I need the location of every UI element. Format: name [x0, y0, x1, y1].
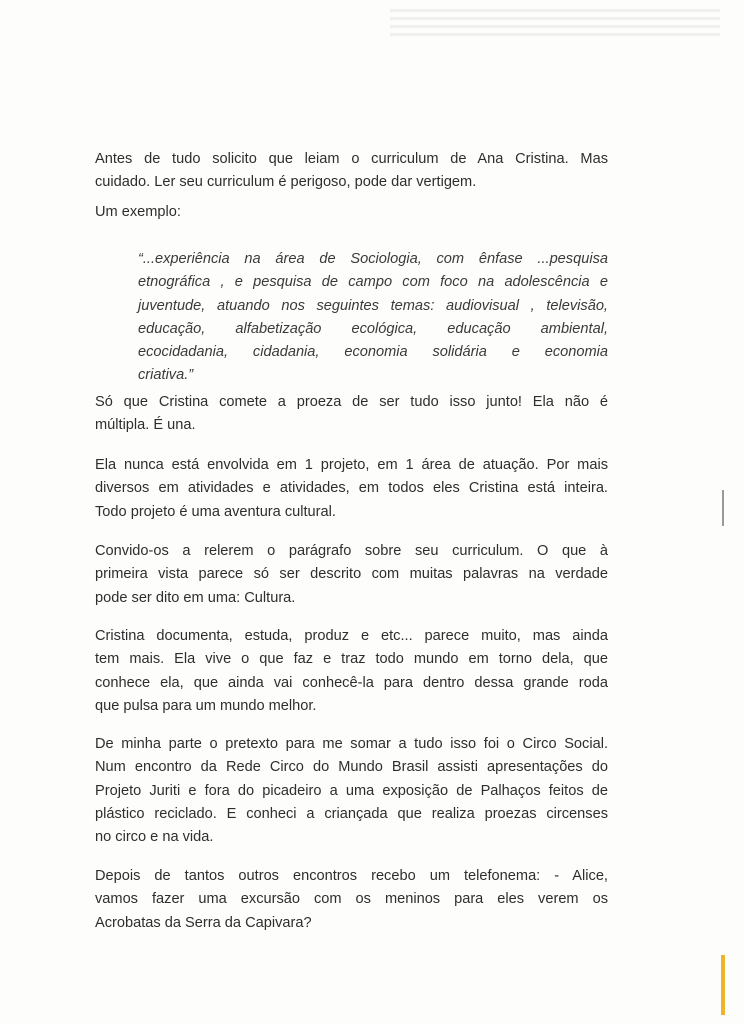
- text-line: Convido-os a relerem o parágrafo sobre seu curriculum. O que à: [95, 543, 608, 559]
- text-line: plástico reciclado. E conheci a criançada que realiza proezas circenses: [95, 805, 608, 822]
- text-line: Todo projeto é uma aventura cultural.: [95, 503, 336, 520]
- paragraph: [95, 454, 608, 524]
- paragraph: [95, 148, 608, 195]
- text-line: pode ser dito em uma: Cultura.: [95, 589, 296, 606]
- paragraph: [95, 201, 608, 224]
- text-line: tem mais. Ela vive o que faz e traz todo mundo em torno dela, que: [95, 651, 608, 668]
- text-line: Um exemplo:: [95, 204, 181, 220]
- text-line: Ela nunca está envolvida em 1 projeto, em 1 área de atuação. Por mais: [95, 457, 608, 473]
- text-line: ecocidadania, cidadania, economia solidária e economia: [138, 344, 608, 361]
- text-line: Num encontro da Rede Circo do Mundo Brasil assisti apresentações do: [95, 759, 608, 776]
- text-line: Só que Cristina comete a proeza de ser tudo isso junto! Ela não é: [95, 394, 608, 410]
- paragraph: [95, 865, 608, 935]
- text-line: Cristina documenta, estuda, produz e etc... parece muito, mas ainda: [95, 628, 608, 644]
- text-line: criativa.”: [138, 367, 194, 384]
- paragraph: [95, 733, 608, 849]
- text-line: no circo e na vida.: [95, 829, 214, 846]
- text-line: educação, alfabetização ecológica, educação ambiental,: [138, 320, 608, 337]
- text-line: conhece ela, que ainda vai conhecê-la para dentro dessa grande roda: [95, 674, 608, 691]
- block-quote: [138, 248, 608, 388]
- text-line: Depois de tantos outros encontros recebo um telefonema: - Alice,: [95, 868, 608, 884]
- text-line: juventude, atuando nos seguintes temas: audiovisual , televisão,: [138, 297, 608, 314]
- paragraph: [95, 540, 608, 610]
- paragraph: [95, 391, 608, 438]
- scan-mark: [722, 490, 724, 526]
- text-line: primeira vista parece só ser descrito com muitas palavras na verdade: [95, 566, 608, 583]
- text-line: Acrobatas da Serra da Capivara?: [95, 914, 312, 931]
- scan-bleed-through: [390, 6, 720, 36]
- text-line: múltipla. É una.: [95, 417, 196, 434]
- text-line: Antes de tudo solicito que leiam o curriculum de Ana Cristina. Mas: [95, 151, 608, 167]
- text-line: que pulsa para um mundo melhor.: [95, 697, 317, 714]
- text-line: cuidado. Ler seu curriculum é perigoso, pode dar vertigem.: [95, 174, 477, 191]
- text-line: vamos fazer uma excursão com os meninos para eles verem os: [95, 891, 608, 908]
- paragraph: [95, 625, 608, 718]
- text-line: De minha parte o pretexto para me somar a tudo isso foi o Circo Social.: [95, 736, 608, 752]
- text-line: “...experiência na área de Sociologia, com ênfase ...pesquisa: [138, 251, 608, 267]
- text-line: Projeto Juriti e fora do picadeiro a uma exposição de Palhaços feitos de: [95, 782, 608, 799]
- page-edge-mark: [721, 955, 725, 1015]
- text-line: diversos em atividades e atividades, em todos eles Cristina está inteira.: [95, 480, 608, 497]
- text-line: etnográfica , e pesquisa de campo com foco na adolescência e: [138, 274, 608, 291]
